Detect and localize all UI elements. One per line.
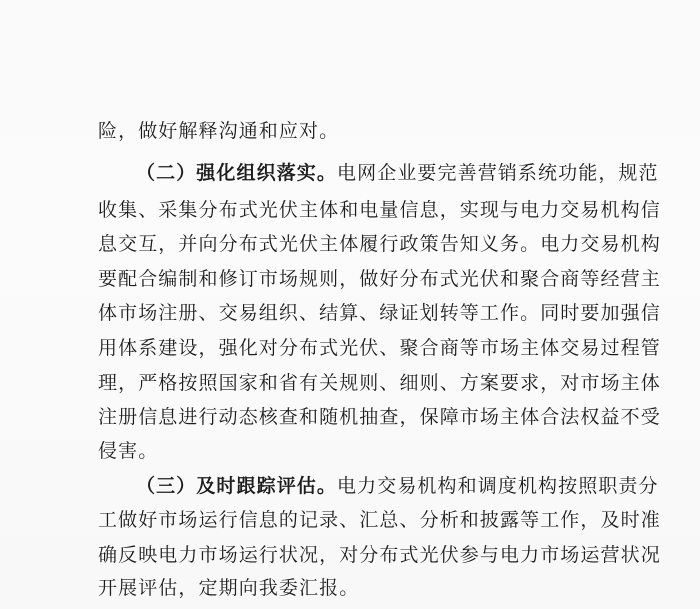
section-2-line — [136, 160, 659, 186]
section-3-line — [136, 473, 659, 499]
section-2-heading: （二）强化组织落实。 — [136, 162, 338, 184]
section-2-text: 电网企业要完善营销系统功能，规范 — [337, 162, 659, 184]
text-line-4: 息交互，并向分布式光伏主体履行政策告知义务。电力交易机构 — [98, 233, 661, 255]
text-line-10: 侵害。 — [98, 440, 159, 462]
text-line-5: 要配合编制和修订市场规则，做好分布式光伏和聚合商等经营主 — [98, 268, 661, 290]
text-line-7: 用体系建设，强化对分布式光伏、聚合商等市场主体交易过程管 — [98, 337, 661, 359]
text-line-8: 理，严格按照国家和省有关规则、细则、方案要求，对市场主体 — [98, 372, 661, 394]
text-line-15: 开展评估，定期向我委汇报。 — [98, 577, 360, 599]
text-line-13: 工做好市场运行信息的记录、汇总、分析和披露等工作，及时准 — [98, 509, 661, 531]
section-3-text: 电力交易机构和调度机构按照职责分 — [337, 475, 659, 497]
text-line-9: 注册信息进行动态核查和随机抽查，保障市场主体合法权益不受 — [98, 406, 661, 428]
text-line-6: 体市场注册、交易组织、结算、绿证划转等工作。同时要加强信 — [98, 302, 661, 324]
section-3-heading: （三）及时跟踪评估。 — [136, 475, 338, 497]
text-line-3: 收集、采集分布式光伏主体和电量信息，实现与电力交易机构信 — [98, 199, 661, 221]
text-line-1: 险，做好解释沟通和应对。 — [98, 120, 340, 142]
text-line-14: 确反映电力市场运行状况，对分布式光伏参与电力市场运营状况 — [98, 544, 661, 566]
